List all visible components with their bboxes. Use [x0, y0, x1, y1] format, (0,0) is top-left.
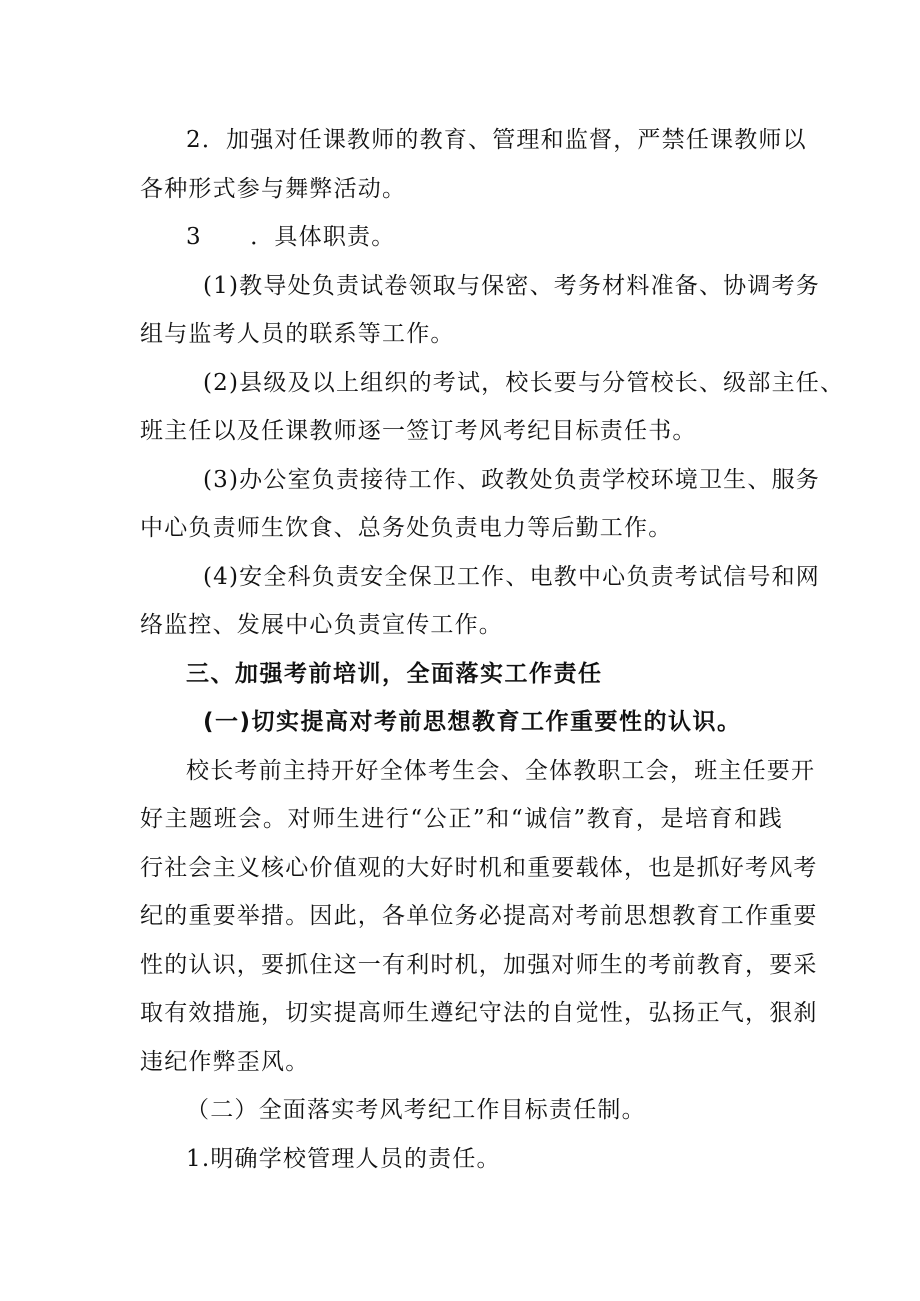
paragraph-line: 3 ．具体职责。 — [186, 224, 396, 250]
paragraph-line: (4)安全科负责安全保卫工作、电教中心负责考试信号和网 — [203, 564, 820, 590]
paragraph-line: 络监控、发展中心负责宣传工作。 — [140, 612, 503, 638]
paragraph-line: 1.明确学校管理人员的责任。 — [186, 1146, 501, 1172]
subsection-heading: (一)切实提高对考前思想教育工作重要性的认识。 — [203, 709, 742, 735]
paragraph-line: 性的认识，要抓住这一有利时机，加强对师生的考前教育，要采 — [140, 952, 818, 978]
paragraph-line: (1)教导处负责试卷领取与保密、考务材料准备、协调考务 — [203, 273, 820, 299]
paragraph-line: (2)县级及以上组织的考试，校长要与分管校长、级部主任、 — [203, 370, 845, 396]
paragraph-line: 好主题班会。对师生进行“公正”和“诚信”教育，是培育和践 — [140, 806, 783, 832]
paragraph-line: 2．加强对任课教师的教育、管理和监督，严禁任课教师以 — [186, 127, 807, 153]
paragraph-line: 各种形式参与舞弊活动。 — [140, 176, 407, 202]
paragraph-line: 纪的重要举措。因此，各单位务必提高对考前思想教育工作重要 — [140, 903, 818, 929]
section-heading: 三、加强考前培训，全面落实工作责任 — [186, 661, 603, 687]
paragraph-line: 校长考前主持开好全体考生会、全体教职工会，班主任要开 — [186, 758, 816, 784]
paragraph-line: (3)办公室负责接待工作、政教处负责学校环境卫生、服务 — [203, 467, 820, 493]
paragraph-line: 组与监考人员的联系等工作。 — [140, 321, 455, 347]
paragraph-line: 行社会主义核心价值观的大好时机和重要载体，也是抓好考风考 — [140, 855, 818, 881]
paragraph-line: 中心负责师生饮食、总务处负责电力等后勤工作。 — [140, 515, 673, 541]
subsection-heading: （二）全面落实考风考纪工作目标责任制。 — [186, 1097, 646, 1123]
paragraph-line: 班主任以及任课教师逐一签订考风考纪目标责任书。 — [140, 418, 697, 444]
paragraph-line: 取有效措施，切实提高师生遵纪守法的自觉性，弘扬正气，狠刹 — [140, 1000, 818, 1026]
paragraph-line: 违纪作弊歪风。 — [140, 1049, 310, 1075]
